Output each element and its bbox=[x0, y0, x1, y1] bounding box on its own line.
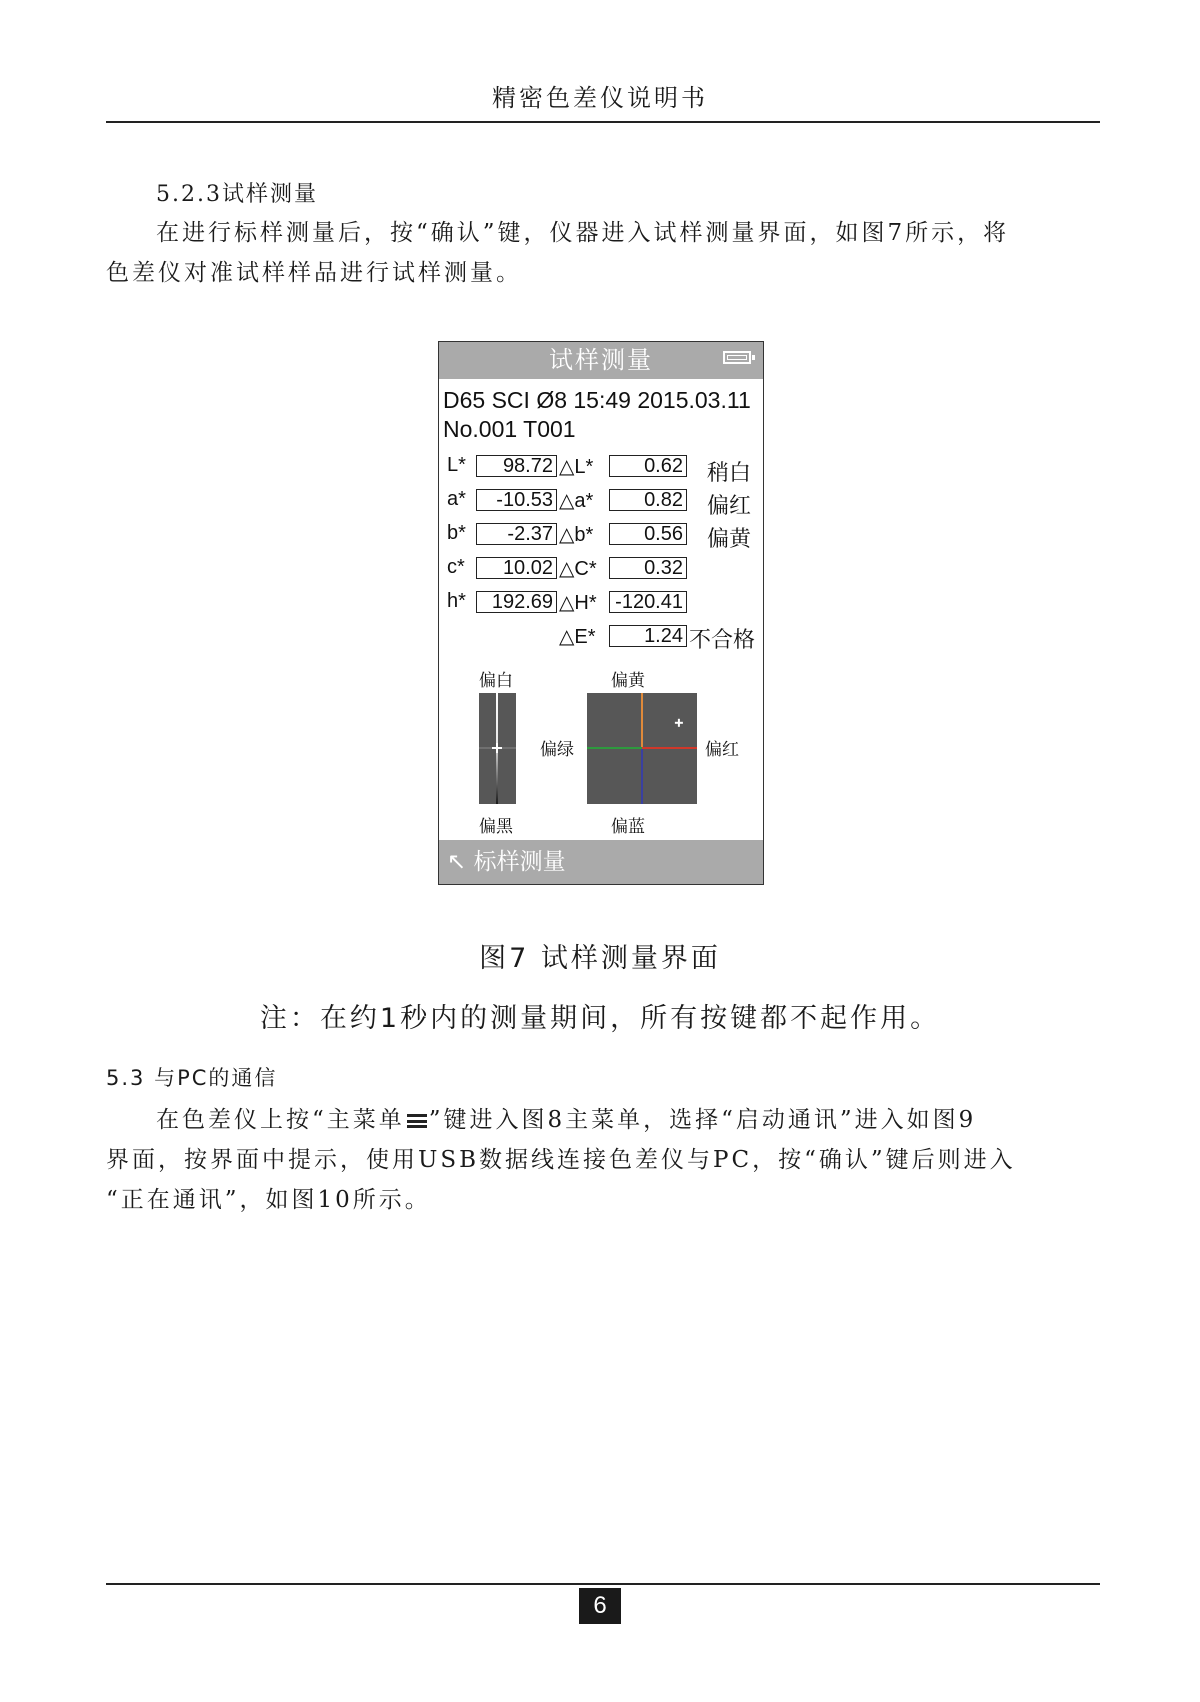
paragraph-line: 界面，按界面中提示，使用USB数据线连接色差仪与PC，按“确认”键后则进入 bbox=[106, 1147, 1016, 1173]
row-label: a* bbox=[447, 488, 466, 510]
value-box: 10.02 bbox=[476, 557, 557, 579]
paragraph-line: ”键进入图8主菜单，选择“启动通讯”进入如图9 bbox=[428, 1107, 977, 1133]
value-box: 192.69 bbox=[476, 591, 557, 613]
device-screen bbox=[438, 341, 764, 885]
value-box: -10.53 bbox=[476, 489, 557, 511]
lightness-top-label: 偏白 bbox=[479, 671, 513, 691]
value-box: -2.37 bbox=[476, 523, 557, 545]
ab-right-label: 偏红 bbox=[705, 740, 739, 760]
row-label: c* bbox=[447, 556, 465, 578]
sample-line: No.001 T001 bbox=[443, 416, 576, 442]
delta-value-box: 0.56 bbox=[609, 523, 687, 545]
value-box: 98.72 bbox=[476, 455, 557, 477]
ab-top-label: 偏黄 bbox=[611, 671, 645, 691]
back-arrow-icon-label[interactable]: ↖ 标样测量 bbox=[447, 849, 566, 875]
lightness-marker bbox=[492, 743, 502, 753]
lightness-bottom-label: 偏黑 bbox=[479, 817, 513, 837]
section-5-2-3-title: 5.2.3试样测量 bbox=[156, 182, 318, 207]
row-label: b* bbox=[447, 522, 466, 544]
paragraph-line: “正在通讯”，如图10所示。 bbox=[106, 1187, 431, 1213]
pass-fail-result: 不合格 bbox=[689, 628, 756, 653]
lightness-plot bbox=[479, 693, 516, 804]
menu-icon bbox=[407, 1114, 427, 1128]
footer-rule bbox=[106, 1583, 1100, 1585]
ab-plot bbox=[587, 693, 697, 804]
delta-value-box: 0.62 bbox=[609, 455, 687, 477]
delta-label: △L* bbox=[559, 456, 594, 478]
delta-label: △a* bbox=[559, 490, 594, 512]
delta-e-label: △E* bbox=[559, 626, 596, 648]
status-line: D65 SCI Ø8 15:49 2015.03.11 bbox=[443, 387, 751, 413]
ab-left-label: 偏绿 bbox=[540, 740, 574, 760]
delta-e-value-box: 1.24 bbox=[609, 625, 687, 647]
delta-value-box: 0.82 bbox=[609, 489, 687, 511]
screen-title: 试样测量 bbox=[549, 346, 653, 374]
deviation-note: 偏黄 bbox=[707, 527, 752, 552]
document-header-title: 精密色差仪说明书 bbox=[492, 84, 708, 112]
deviation-note: 偏红 bbox=[707, 494, 752, 519]
figure-caption: 图7 试样测量界面 bbox=[479, 943, 721, 974]
screen-footer-bar[interactable] bbox=[439, 840, 763, 884]
delta-label: △C* bbox=[559, 558, 597, 580]
delta-label: △H* bbox=[559, 592, 597, 614]
ab-bottom-label: 偏蓝 bbox=[611, 817, 645, 837]
delta-value-box: 0.32 bbox=[609, 557, 687, 579]
note-text: 注：在约1秒内的测量期间，所有按键都不起作用。 bbox=[259, 1003, 941, 1034]
paragraph-line: 在进行标样测量后，按“确认”键，仪器进入试样测量界面，如图7所示，将 bbox=[156, 220, 1010, 246]
battery-icon bbox=[723, 351, 751, 364]
screen-title-bar bbox=[439, 342, 763, 379]
section-5-2-3-paragraph bbox=[106, 213, 1100, 293]
delta-value-box: -120.41 bbox=[609, 591, 687, 613]
section-5-3-title: 5.3 与PC的通信 bbox=[106, 1066, 278, 1090]
deviation-note: 稍白 bbox=[707, 461, 752, 486]
paragraph-line: 色差仪对准试样样品进行试样测量。 bbox=[106, 260, 522, 286]
ab-marker bbox=[675, 719, 683, 727]
page-number: 6 bbox=[579, 1588, 621, 1624]
delta-label: △b* bbox=[559, 524, 594, 546]
row-label: h* bbox=[447, 590, 466, 612]
row-label: L* bbox=[447, 454, 466, 476]
paragraph-line: 在色差仪上按“主菜单 bbox=[156, 1107, 405, 1133]
section-5-3-paragraph bbox=[106, 1100, 1100, 1220]
header-rule bbox=[106, 121, 1100, 123]
